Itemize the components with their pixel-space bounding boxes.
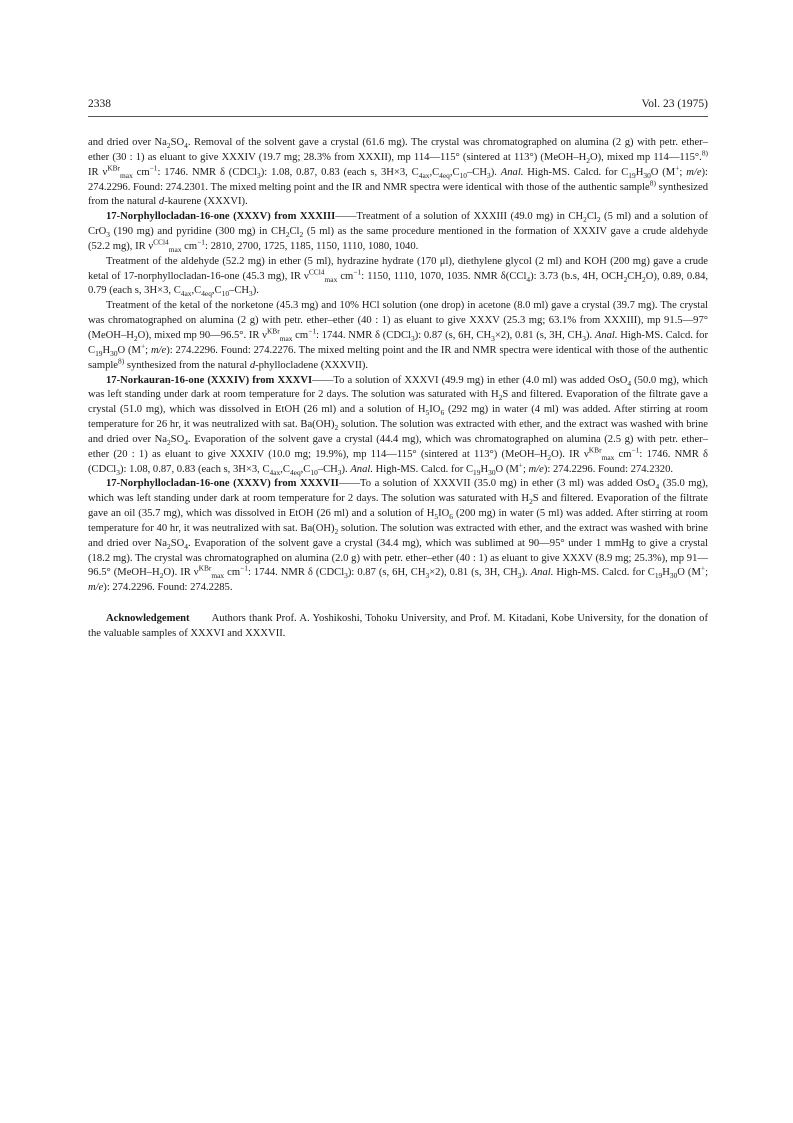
text-run: : 2810, 2700, 1725, 1185, 1150, 1110, 1080, 1040. xyxy=(205,240,419,252)
text-run: (190 mg) and pyridine (300 mg) in CH xyxy=(109,226,286,238)
text-run: : 1150, 1110, 1070, 1035. NMR δ(CCl xyxy=(361,270,527,282)
text-run: ——Treatment of a solution of XXXIII (49.0 mg) in CH xyxy=(335,211,584,223)
text-run: 3 xyxy=(257,170,261,180)
text-run: 3 xyxy=(337,467,342,477)
text-run: High-MS. Calcd. for C xyxy=(523,166,629,178)
text-run: : 1746. NMR δ (CDCl xyxy=(88,448,709,475)
text-run: 2 xyxy=(498,393,503,403)
text-run: 30 xyxy=(669,571,678,581)
text-run: (5 ml) as the same procedure mentioned in the formation of XXXIV gave a crude aldehyde (52.2 mg), IR ν xyxy=(88,226,708,252)
text-run: 4eq xyxy=(439,170,450,180)
text-run: KBr xyxy=(588,445,602,455)
text-run: 4 xyxy=(627,378,632,388)
text-run: 3 xyxy=(491,334,495,344)
text-run: cm xyxy=(614,448,632,460)
text-run: 2 xyxy=(547,452,552,462)
text-run: 6 xyxy=(449,512,453,522)
text-run: 5 xyxy=(425,408,430,418)
paragraph-p4 xyxy=(88,374,708,478)
text-run: KBr xyxy=(107,163,121,173)
paragraph-p0 xyxy=(88,136,708,210)
text-run: ): 1.08, 0.87, 0.83 (each s, 3H×3, C xyxy=(119,463,270,475)
section-heading: 17-Norphyllocladan-16-one (XXXV) from XXXVII xyxy=(106,478,339,490)
text-run: ,C xyxy=(191,285,202,297)
text-run: 4eq xyxy=(289,467,301,477)
paragraph-p1 xyxy=(88,210,708,255)
text-run: (50.0 mg), which was left standing under dark at room temperature for 2 days. The solution was saturated with H xyxy=(88,374,708,401)
text-run: IR ν xyxy=(88,166,108,178)
text-run: −1 xyxy=(240,563,248,573)
text-run: m/e xyxy=(686,166,702,178)
text-run: SO xyxy=(170,537,185,549)
text-run: ; xyxy=(145,344,151,356)
text-run: Anal. xyxy=(594,329,618,341)
text-run: S and filtered. Evaporation of the filtrate gave an oil (35.7 mg), which was dissolved in EtOH (26 ml) and a solution of H xyxy=(88,493,708,520)
text-run: ). xyxy=(585,329,595,341)
text-run: 2 xyxy=(334,423,339,433)
text-run: + xyxy=(140,341,146,351)
text-run: Cl xyxy=(586,211,597,223)
text-run: 19 xyxy=(654,571,663,581)
text-run: d xyxy=(158,196,165,208)
text-run: IO xyxy=(429,404,441,416)
text-run: O). IR ν xyxy=(551,448,589,460)
section-heading: 17-Norphyllocladan-16-one (XXXV) from XXXIII xyxy=(106,211,336,223)
text-run: 3 xyxy=(344,571,348,581)
text-run: 8) xyxy=(649,178,656,187)
text-run: O), mixed mp 90—96.5°. IR ν xyxy=(137,329,267,341)
text-run: O). IR ν xyxy=(163,567,199,579)
acknowledgement-spacer xyxy=(193,613,209,624)
text-run: 2 xyxy=(133,334,138,344)
text-run: max xyxy=(601,452,615,462)
text-run: m/e xyxy=(88,582,104,594)
text-run: 3 xyxy=(517,571,522,581)
text-run: cm xyxy=(292,329,309,341)
text-run: : 1744. NMR δ (CDCl xyxy=(247,567,345,579)
text-run: solution. The solution was extracted with ether, and the extract was washed with brine and dried over Na xyxy=(88,419,708,445)
text-run: ,C xyxy=(280,463,290,475)
text-run: O (M xyxy=(677,567,701,579)
text-run: 10 xyxy=(221,289,230,299)
text-run: 10 xyxy=(310,467,318,477)
text-run: -phyllocladene (XXXVII). xyxy=(255,359,369,371)
text-run: −1 xyxy=(308,326,317,336)
text-run: H xyxy=(480,463,489,475)
text-run: ,C xyxy=(449,166,460,178)
text-run: 3 xyxy=(425,571,430,581)
text-run: ,C xyxy=(300,463,311,475)
text-run: ,C xyxy=(211,285,222,297)
page-number: 2338 xyxy=(88,98,111,110)
text-run: IO xyxy=(438,508,450,520)
text-run: m/e xyxy=(528,463,544,475)
text-run: and dried over Na xyxy=(88,137,167,148)
header-rule xyxy=(88,116,708,117)
text-run: O), 0.89, 0.84, 0.79 (each s, 3H×3, C xyxy=(88,270,709,297)
text-run: ). xyxy=(521,567,531,579)
text-run: O (M xyxy=(650,166,676,178)
text-run: ): 0.87 (s, 6H, CH xyxy=(414,329,492,341)
text-run: 30 xyxy=(110,348,118,358)
text-run: Anal. xyxy=(500,166,524,178)
text-run: O (M xyxy=(495,463,519,475)
text-run: H xyxy=(102,344,111,356)
acknowledgement-paragraph xyxy=(88,612,708,642)
text-run: cm xyxy=(181,240,198,252)
text-run: 2 xyxy=(596,215,601,225)
text-run: 4ax xyxy=(180,289,192,299)
text-run: (292 mg) in water (4 ml) was added. After stirring at room temperature for 26 hr, it was neutralized with sat. Ba(OH) xyxy=(88,404,708,431)
text-run: 4ax xyxy=(418,170,430,180)
text-run: max xyxy=(120,170,133,180)
text-run: : 1746. NMR δ (CDCl xyxy=(157,166,258,178)
text-run: 2 xyxy=(166,437,171,447)
text-run: ——To a solution of XXXVII (35.0 mg) in ether (3 ml) was added OsO xyxy=(338,478,656,490)
text-run: cm xyxy=(132,166,150,178)
text-run: ; xyxy=(679,166,687,178)
paragraph-p3 xyxy=(88,299,708,373)
text-run: ): 1.08, 0.87, 0.83 (each s, 3H×3, C xyxy=(260,166,419,178)
text-run: ): 274.2296. Found: 274.2301. The mixed melting point and the IR and NMR spectra were identical with those of the authentic sample xyxy=(88,166,708,193)
text-run: Anal. xyxy=(530,567,554,579)
text-run: ): 3.73 (b.s, 4H, OCH xyxy=(530,270,624,282)
text-run: 19 xyxy=(95,348,103,358)
text-run: max xyxy=(168,245,182,255)
text-run: . Removal of the solvent gave a crystal (61.6 mg). The crystal was chromatographed on alumina (2 g) with petr. ether–ether (30 : 1) as eluant to give XXXIV (19.7 mg; 28.3% from XXXII), mp 114—115° (sintered at 113°) (MeOH–H xyxy=(88,137,708,163)
text-run: 3 xyxy=(106,230,110,240)
text-run: . Evaporation of the solvent gave a crystal (44.4 mg), which was chromatographed on alumina (2.5 g) with petr. ether–ether (20 : 1) as eluant to give XXXIV (10.0 mg; 19.9%), mp 114—115° (sintered at 113°) (MeOH–H xyxy=(88,433,709,460)
text-run: −1 xyxy=(631,445,640,455)
text-run: CH xyxy=(627,270,642,282)
text-run: 4 xyxy=(526,274,531,284)
text-run: High-MS. Calcd. for C xyxy=(553,567,655,579)
text-run: ,C xyxy=(429,166,440,178)
text-run: (35.0 mg), which was left standing under dark at room temperature for 2 days. The solution was saturated with H xyxy=(88,478,708,505)
text-run: 2 xyxy=(166,141,171,151)
text-run: 3 xyxy=(582,334,586,344)
text-run: Anal. xyxy=(350,463,373,475)
text-run: −1 xyxy=(197,237,206,247)
text-run: Treatment of the ketal of the norketone (45.3 mg) and 10% HCl solution (one drop) in acetone (8.0 ml) gave a crystal (39.7 mg). The crystal was chromatographed on alumina (2 g) with petr. ether–ether (40 : 1) as eluant to give XXXV (25.3 mg; 63.1% from XXXIII), mp 91.5—97° (MeOH–H xyxy=(88,300,708,341)
text-run: + xyxy=(518,460,523,470)
text-run: CCl4 xyxy=(308,267,325,277)
text-run: 2 xyxy=(167,541,171,551)
text-run: 3 xyxy=(249,289,253,299)
text-run: ): 274.2296. Found: 274.2320. xyxy=(543,463,674,475)
text-run: . Evaporation of the solvent gave a crystal (34.4 mg), which was sublimed at 90—95° under 1 mmHg to give a crystal (18.2 mg). The crystal was chromatographed on alumina (2.0 g) with petr. ether–ether (40 : 1) as eluant to give XXXV (8.9 mg; 25.3%), mp 91—96.5° (MeOH–H xyxy=(88,537,708,579)
text-run: S and filtered. Evaporation of the filtrate gave a crystal (51.0 mg), which was dissolved in EtOH (26 ml) and a solution of H xyxy=(88,389,708,416)
text-run: ): 274.2296. Found: 274.2276. The mixed melting point and the IR and NMR spectra were identical with those of the authentic sample xyxy=(88,344,709,371)
text-run: max xyxy=(324,274,338,284)
paragraph-p2 xyxy=(88,255,708,300)
volume-info: Vol. 23 (1975) xyxy=(641,98,708,110)
text-run: 4eq xyxy=(201,289,212,299)
text-run: 4 xyxy=(184,541,188,551)
paragraph-list xyxy=(88,136,708,596)
text-run: 10 xyxy=(459,170,467,180)
text-run: ): 274.2296. Found: 274.2285. xyxy=(103,582,233,594)
page-header xyxy=(88,98,708,110)
text-run: −1 xyxy=(353,267,362,277)
text-run: Cl xyxy=(289,226,300,238)
text-run: 2 xyxy=(334,527,339,537)
text-run: H xyxy=(662,567,670,579)
text-run: cm xyxy=(337,270,354,282)
text-run: CCl4 xyxy=(153,237,169,247)
text-run: 2 xyxy=(299,230,304,240)
text-run: 2 xyxy=(159,571,164,581)
text-run: -kaurene (XXXVI). xyxy=(164,196,248,208)
text-run: 4 xyxy=(184,141,188,151)
text-run: –CH xyxy=(467,166,488,178)
text-run: ; xyxy=(705,567,709,579)
text-run: max xyxy=(279,334,293,344)
text-run: High-MS. Calcd. for C xyxy=(373,463,474,475)
section-heading: 17-Norkauran-16-one (XXXIV) from XXXVI xyxy=(106,374,313,386)
text-run: O (M xyxy=(117,344,141,356)
experimental-text xyxy=(88,136,708,642)
text-run: SO xyxy=(170,137,185,148)
text-run: −1 xyxy=(149,163,158,173)
text-run: 3 xyxy=(411,334,415,344)
text-run: ×2), 0.81 (s, 3H, CH xyxy=(494,329,583,341)
text-run: 6 xyxy=(440,408,445,418)
text-run: High-MS. Calcd. for C xyxy=(88,329,709,356)
text-run: 30 xyxy=(488,467,496,477)
text-run: –CH xyxy=(317,463,338,475)
text-run: KBr xyxy=(266,326,280,336)
text-run: synthesized from the natural xyxy=(124,359,250,371)
text-run: ——To a solution of XXXVI (49.9 mg) in ether (4.0 ml) was added OsO xyxy=(312,374,628,386)
text-run: ×2), 0.81 (s, 3H, CH xyxy=(429,567,518,579)
text-run: max xyxy=(211,571,225,581)
text-run: –CH xyxy=(229,285,250,297)
text-run: m/e xyxy=(150,344,167,356)
text-run: d xyxy=(249,359,256,371)
text-run: 3 xyxy=(116,467,120,477)
text-run: 19 xyxy=(628,170,636,180)
text-run: 2 xyxy=(285,230,290,240)
text-run: solution. The solution was extracted with ether, and the extract was washed with brine and dried over Na xyxy=(88,522,708,549)
text-run: 2 xyxy=(529,497,533,507)
text-run: ; xyxy=(522,463,529,475)
text-run: 2 xyxy=(583,215,587,225)
text-run: ). xyxy=(252,285,259,297)
text-run: O), mixed mp 114—115°. xyxy=(590,151,702,163)
text-run: KBr xyxy=(198,563,212,573)
text-run: + xyxy=(700,563,706,573)
text-run: 3 xyxy=(487,170,491,180)
text-run: 2 xyxy=(623,274,628,284)
text-run: ): 0.87 (s, 6H, CH xyxy=(347,567,426,579)
text-run: 5 xyxy=(434,512,439,522)
text-run: + xyxy=(675,163,680,173)
text-run: 4 xyxy=(655,482,660,492)
text-run: H xyxy=(635,166,644,178)
text-run: 2 xyxy=(586,155,590,165)
paragraph-p5 xyxy=(88,477,708,596)
text-run: synthesized from the natural xyxy=(88,181,709,208)
text-run: (5 ml) and a solution of CrO xyxy=(88,211,709,238)
text-run: 8) xyxy=(701,148,708,158)
text-run: SO xyxy=(170,433,185,445)
acknowledgement-text: Authors thank Prof. A. Yoshikoshi, Tohoku University, and Prof. M. Kitadani, Kobe University, for the donation of the valuable samples of XXXVI and XXXVII. xyxy=(88,613,708,639)
text-run: ). xyxy=(341,463,351,475)
text-run: Treatment of the aldehyde (52.2 mg) in ether (5 ml), hydrazine hydrate (170 μl), diethylene glycol (2 ml) and KOH (200 mg) gave a crude ketal of 17-norphyllocladan-16-one (45.3 mg), IR ν xyxy=(88,255,708,282)
text-run: (200 mg) in water (5 ml) was added. After stirring at room temperature for 40 hr, it was neutralized with sat. Ba(OH) xyxy=(88,508,708,534)
text-run: 4ax xyxy=(269,467,281,477)
text-run: : 1744. NMR δ (CDCl xyxy=(316,329,411,341)
text-run: 30 xyxy=(643,170,651,180)
text-run: 19 xyxy=(473,467,481,477)
text-run: 2 xyxy=(642,274,646,284)
text-run: 8) xyxy=(118,356,125,366)
acknowledgement-heading: Acknowledgement xyxy=(106,613,190,625)
text-run: cm xyxy=(224,567,241,579)
text-run: 4 xyxy=(184,437,188,447)
text-run: ). xyxy=(490,166,501,178)
